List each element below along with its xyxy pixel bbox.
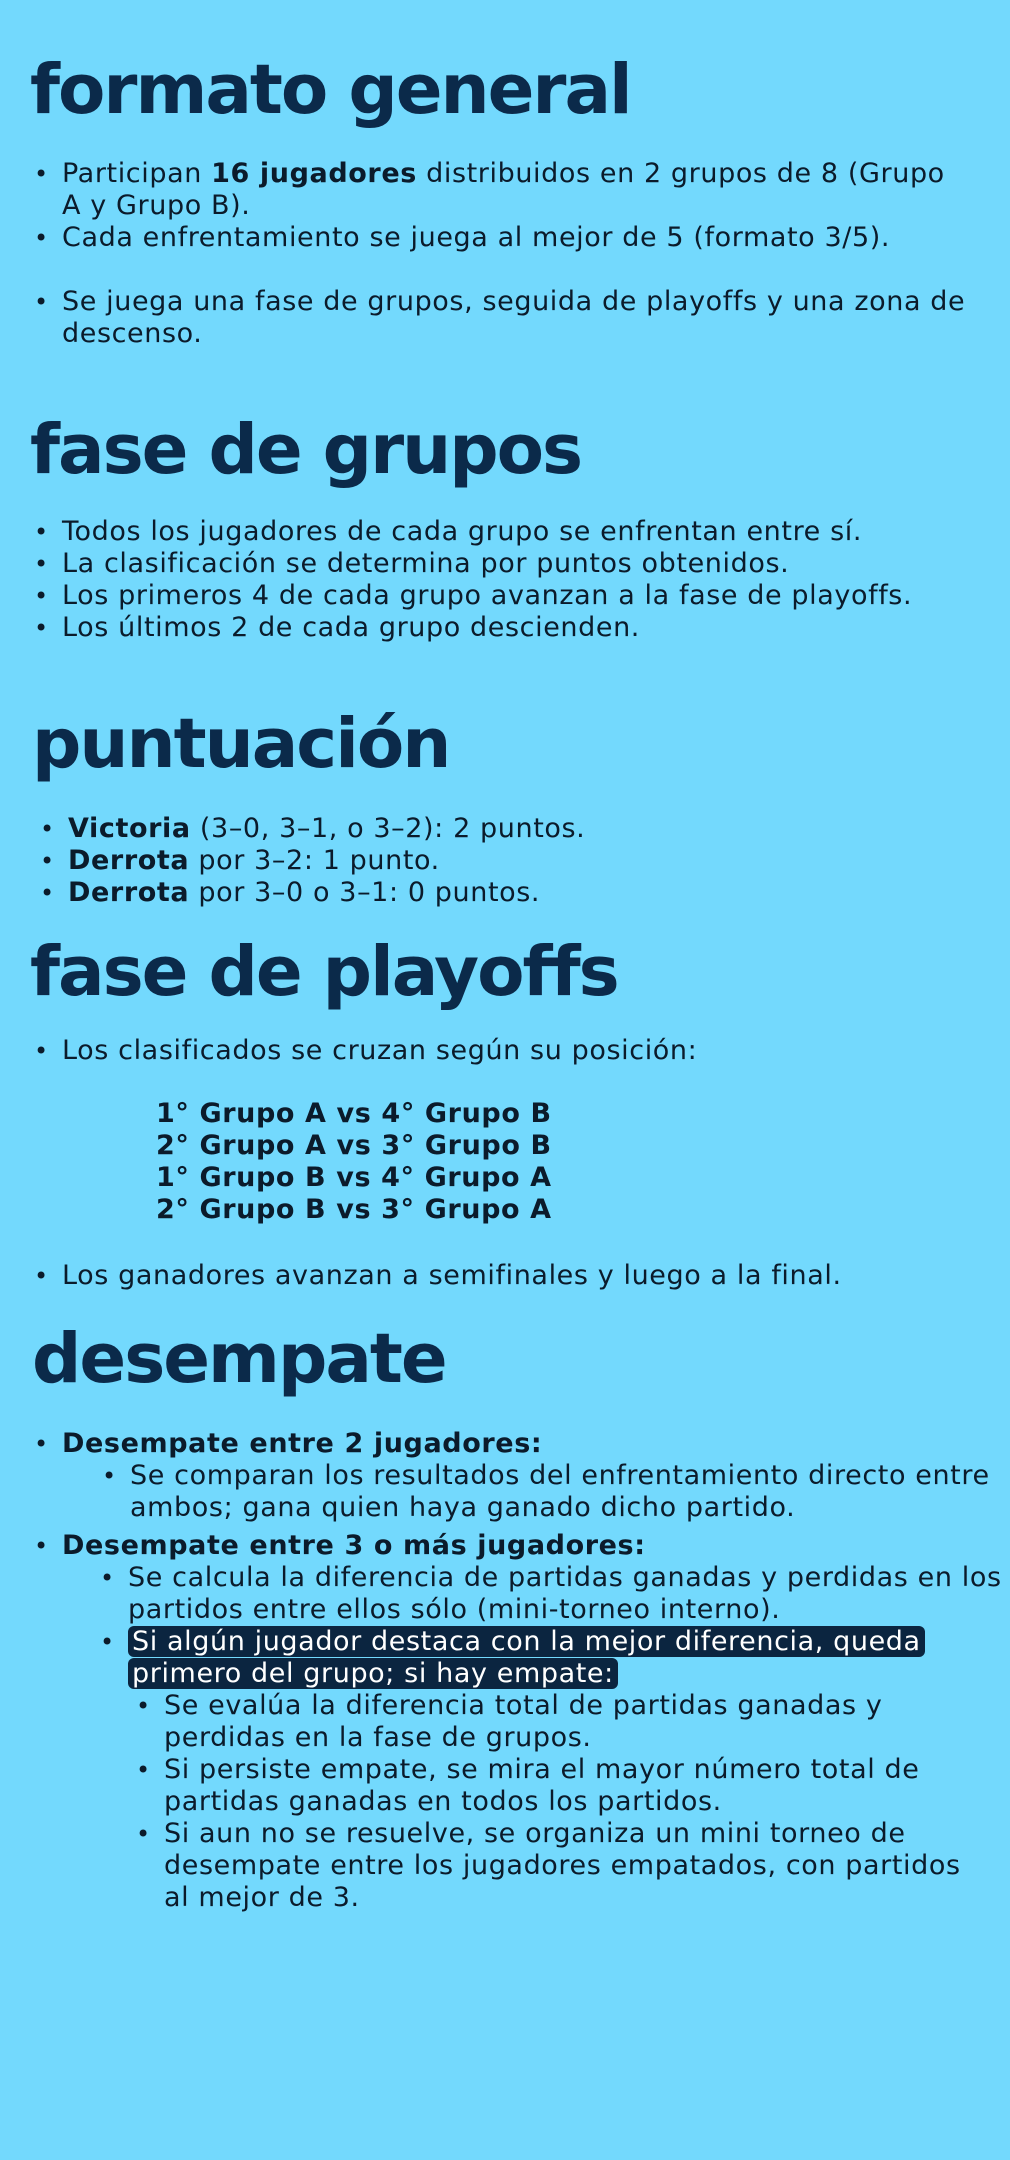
list-item: • Se juega una fase de grupos, seguida de playoffs y una zona de descenso. <box>32 286 972 350</box>
text: por 3–2: 1 punto. <box>189 845 440 876</box>
list-item <box>32 1428 990 1524</box>
sublist <box>62 1562 1002 1914</box>
playoff-matchups <box>156 1098 552 1226</box>
list-item: • La clasificación se determina por puntos obtenidos. <box>32 548 997 580</box>
list-item: • Los clasificados se cruzan según su posición: <box>32 1035 972 1067</box>
matchup: 1° Grupo B vs 4° Grupo A <box>156 1162 552 1193</box>
grupos-list <box>32 516 997 644</box>
list-item: • Cada enfrentamiento se juega al mejor de 5 (formato 3/5). <box>32 222 972 254</box>
list-item <box>32 1530 1002 1914</box>
playoffs-list-2 <box>32 1260 992 1292</box>
section-title-desempate: desempate <box>32 1319 446 1399</box>
matchup: 2° Grupo B vs 3° Grupo A <box>156 1194 552 1225</box>
highlighted-text: Si algún jugador destaca con la mejor diferencia, queda primero del grupo; si hay empate: <box>128 1626 925 1689</box>
formato-list <box>32 158 972 350</box>
list-item: • Los últimos 2 de cada grupo descienden. <box>32 612 997 644</box>
bold-text: Derrota <box>68 877 190 908</box>
section-title-puntuacion: puntuación <box>32 704 450 784</box>
text: (3–0, 3–1, o 3–2): 2 puntos. <box>190 813 586 844</box>
matchup: 1° Grupo A vs 4° Grupo B <box>156 1098 552 1129</box>
playoffs-list <box>32 1035 972 1067</box>
puntuacion-list <box>38 813 978 909</box>
list-item: • Se calcula la diferencia de partidas ganadas y perdidas en los partidos entre ellos sólo (mini-torneo interno). <box>98 1562 1010 1626</box>
sublist <box>62 1460 990 1524</box>
bold-text: Desempate entre 2 jugadores: <box>62 1428 543 1459</box>
list-item <box>38 877 978 909</box>
list-item: • Los ganadores avanzan a semifinales y luego a la final. <box>32 1260 992 1292</box>
bold-text: 16 jugadores <box>211 158 417 189</box>
list-item: • Los primeros 4 de cada grupo avanzan a la fase de playoffs. <box>32 580 997 612</box>
list-item <box>98 1626 988 1914</box>
bold-text: Desempate entre 3 o más jugadores: <box>62 1530 646 1561</box>
list-item <box>38 813 978 845</box>
list-item <box>32 158 972 222</box>
list-item: • Si aun no se resuelve, se organiza un mini torneo de desempate entre los jugadores empatados, con partidos al mejor de 3. <box>134 1818 964 1914</box>
bold-text: Victoria <box>68 813 191 844</box>
list-item: • Se evalúa la diferencia total de partidas ganadas y perdidas en la fase de grupos. <box>134 1690 964 1754</box>
list-item: • Todos los jugadores de cada grupo se enfrentan entre sí. <box>32 516 997 548</box>
section-title-playoffs: fase de playoffs <box>30 932 618 1012</box>
text: Participan <box>62 158 212 189</box>
desempate-list <box>32 1428 1002 1914</box>
text: distribuidos en 2 grupos de 8 (Grupo A y Grupo B). <box>62 158 945 221</box>
list-item: • Se comparan los resultados del enfrentamiento directo entre ambos; gana quien haya ganado dicho partido. <box>100 1460 990 1524</box>
list-item <box>38 845 978 877</box>
sublist <box>128 1690 988 1914</box>
matchup: 2° Grupo A vs 3° Grupo B <box>156 1130 552 1161</box>
section-title-formato: formato general <box>30 50 631 130</box>
list-item: • Si persiste empate, se mira el mayor número total de partidas ganadas en todos los partidos. <box>134 1754 964 1818</box>
section-title-grupos: fase de grupos <box>30 410 582 490</box>
bold-text: Derrota <box>68 845 190 876</box>
text: por 3–0 o 3–1: 0 puntos. <box>189 877 541 908</box>
